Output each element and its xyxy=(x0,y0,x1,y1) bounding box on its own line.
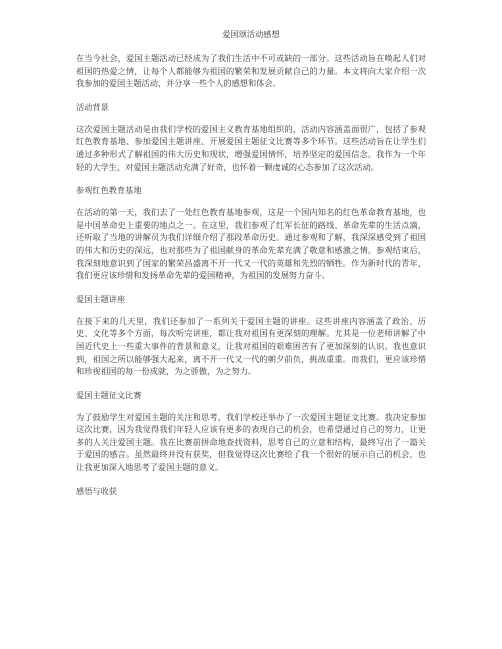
section-paragraph-essay-contest: 为了鼓励学生对爱国主题的关注和思考，我们学校还举办了一次爱国主题征文比赛。我决定参加这次比赛，因为我觉得我们年轻人应该有更多的表现自己的机会，也希望通过自己的努力，让更多的人关注爱国主题。我在比赛前拼命地查找资料，思考自己的立意和结构，最终写出了一篇关于爱国的感言。虽然最终并没有获奖，但我觉得这次比赛给了我一个很好的展示自己的机会，也让我更加深入地思考了爱国主题的意义。 xyxy=(76,411,426,473)
section-heading-lectures: 爱国主题讲座 xyxy=(76,293,126,304)
section-heading-reflections: 感悟与收获 xyxy=(76,485,117,496)
section-paragraph-red-base: 在活动的第一天，我们去了一处红色教育基地参观，这是一个国内知名的红色革命教育基地，也是中国革命史上重要的地点之一。在这里，我们参观了红军长征的路线、革命先辈的生活点滴，还听取了当地的讲解员为我们详细介绍了那段革命历史。通过参观和了解，我深深感受到了祖国的伟大和历史的深远，也对那些为了祖国献身的革命先辈充满了敬意和感激之情。参观结束后，我深刻地意识到了国家的繁荣昌盛离不开一代又一代的英雄和先烈的牺牲。作为新时代的青年，我们更应该珍惜和发扬革命先辈的爱国精神，为祖国的发展努力奋斗。 xyxy=(76,207,426,281)
intro-paragraph: 在当今社会，爱国主题活动已经成为了我们生活中不可或缺的一部分。这些活动旨在唤起人们对祖国的热爱之情，让每个人都能够为祖国的繁荣和发展贡献自己的力量。本文将向大家介绍一次我参加的爱国主题活动，并分享一些个人的感想和体会。 xyxy=(76,53,426,89)
section-heading-background: 活动背景 xyxy=(76,101,109,112)
section-paragraph-background: 这次爱国主题活动是由我们学校的爱国主义教育基地组织的，活动内容涵盖面很广，包括了参观红色教育基地、参加爱国主题讲座、开展爱国主题征文比赛等多个环节。这些活动旨在让学生们通过多种形式了解祖国的伟大历史和现状，增强爱国情怀，培养坚定的爱国信念。我作为一个年轻的大学生，对爱国主题活动充满了好奇，也怀着一颗虔诚的心态参加了这次活动。 xyxy=(76,123,426,172)
section-heading-red-base: 参观红色教育基地 xyxy=(76,185,142,196)
section-heading-essay-contest: 爱国主题征文比赛 xyxy=(76,389,142,400)
document-title: 爱国颂活动感想 xyxy=(222,29,280,39)
section-paragraph-lectures: 在接下来的几天里，我们还参加了一系列关于爱国主题的讲座。这些讲座内容涵盖了政治、历史、文化等多个方面，每次听完讲座，都让我对祖国有更深刻的理解。尤其是一位老师讲解了中国近代史上一些重大事件的背景和意义，让我对祖国的艰难困苦有了更加深刻的认识。我也意识到，祖国之所以能够强大起来，离不开一代又一代的朝夕前负，挑战重重。而我们，更应该珍惜和珍视祖国的每一份成就，为之骄傲，为之努力。 xyxy=(76,315,426,377)
